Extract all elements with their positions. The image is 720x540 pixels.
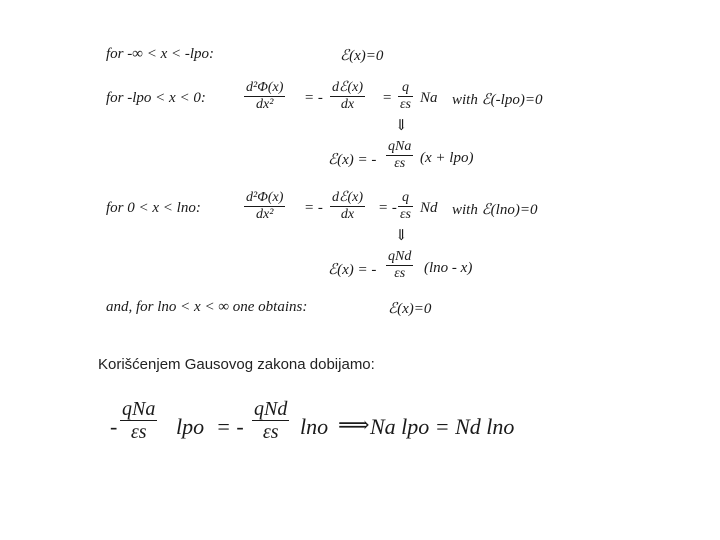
result2-tail: (lno - x) <box>424 260 473 276</box>
result2-numerator: qNd <box>388 249 412 264</box>
result1-lhs: ℰ(x) = - <box>328 152 377 168</box>
case3-lhs-denominator: dx² <box>255 207 274 222</box>
final-fraction-2 <box>252 398 289 443</box>
case3-condition: with ℰ(lno)=0 <box>452 202 538 218</box>
final-numerator-1: qNa <box>122 398 156 420</box>
case3-eq2: = - <box>378 200 397 216</box>
implies-down-arrow-1: ⇓ <box>395 118 408 134</box>
case3-eq1: = - <box>304 200 323 216</box>
final-result: Na lpo = Nd lno <box>370 414 515 439</box>
final-equals: = - <box>216 414 244 439</box>
implies-down-arrow-2: ⇓ <box>395 228 408 244</box>
final-term-1: lpo <box>176 414 205 439</box>
result2-fraction <box>386 249 413 282</box>
case3-mid-denominator: dx <box>340 207 355 222</box>
final-term-2: lno <box>300 414 329 439</box>
case2-eq2: = <box>382 90 393 106</box>
case3-lhs-fraction <box>244 190 285 223</box>
final-denominator-2: εs <box>262 421 279 443</box>
case2-eq1: = - <box>304 90 323 106</box>
case3-rhs-tail: Nd <box>420 200 438 216</box>
implies-arrow: ⟹ <box>338 412 370 437</box>
case2-mid-fraction <box>330 80 365 113</box>
case1-result: ℰ(x)=0 <box>340 48 384 64</box>
final-denominator-1: εs <box>130 421 147 443</box>
case2-rhs-tail: Na <box>420 90 438 106</box>
case3-rhs-numerator: q <box>398 190 413 207</box>
case4-label: and, for lno < x < ∞ one obtains: <box>106 299 308 315</box>
final-fraction-1 <box>120 398 157 443</box>
result1-numerator: qNa <box>388 139 412 154</box>
result1-tail: (x + lpo) <box>420 150 474 166</box>
case3-mid-numerator: dℰ(x) <box>332 190 364 205</box>
case2-mid-numerator: dℰ(x) <box>332 80 364 95</box>
case2-rhs-fraction <box>398 80 413 113</box>
result1-denominator: εs <box>394 156 406 171</box>
case2-mid-denominator: dx <box>340 97 355 112</box>
case2-rhs-numerator: q <box>398 80 413 97</box>
case3-rhs-denominator: εs <box>400 207 411 222</box>
caption-text: Korišćenjem Gausovog zakona dobijamo: <box>98 356 375 373</box>
case3-rhs-fraction <box>398 190 413 223</box>
case3-label: for 0 < x < lno: <box>106 200 201 216</box>
case2-lhs-fraction <box>244 80 285 113</box>
case2-lhs-denominator: dx² <box>255 97 274 112</box>
case3-lhs-numerator: d²Φ(x) <box>246 190 284 205</box>
case2-condition: with ℰ(-lpo)=0 <box>452 92 543 108</box>
result2-denominator: εs <box>394 266 406 281</box>
case2-label: for -lpo < x < 0: <box>106 90 206 106</box>
final-lead-minus: - <box>110 414 118 439</box>
final-numerator-2: qNd <box>254 398 288 420</box>
case4-result: ℰ(x)=0 <box>388 301 432 317</box>
result1-fraction <box>386 139 413 172</box>
result2-lhs: ℰ(x) = - <box>328 262 377 278</box>
case2-lhs-numerator: d²Φ(x) <box>246 80 284 95</box>
case2-rhs-denominator: εs <box>400 97 411 112</box>
case3-mid-fraction <box>330 190 365 223</box>
case1-label: for -∞ < x < -lpo: <box>106 46 215 62</box>
